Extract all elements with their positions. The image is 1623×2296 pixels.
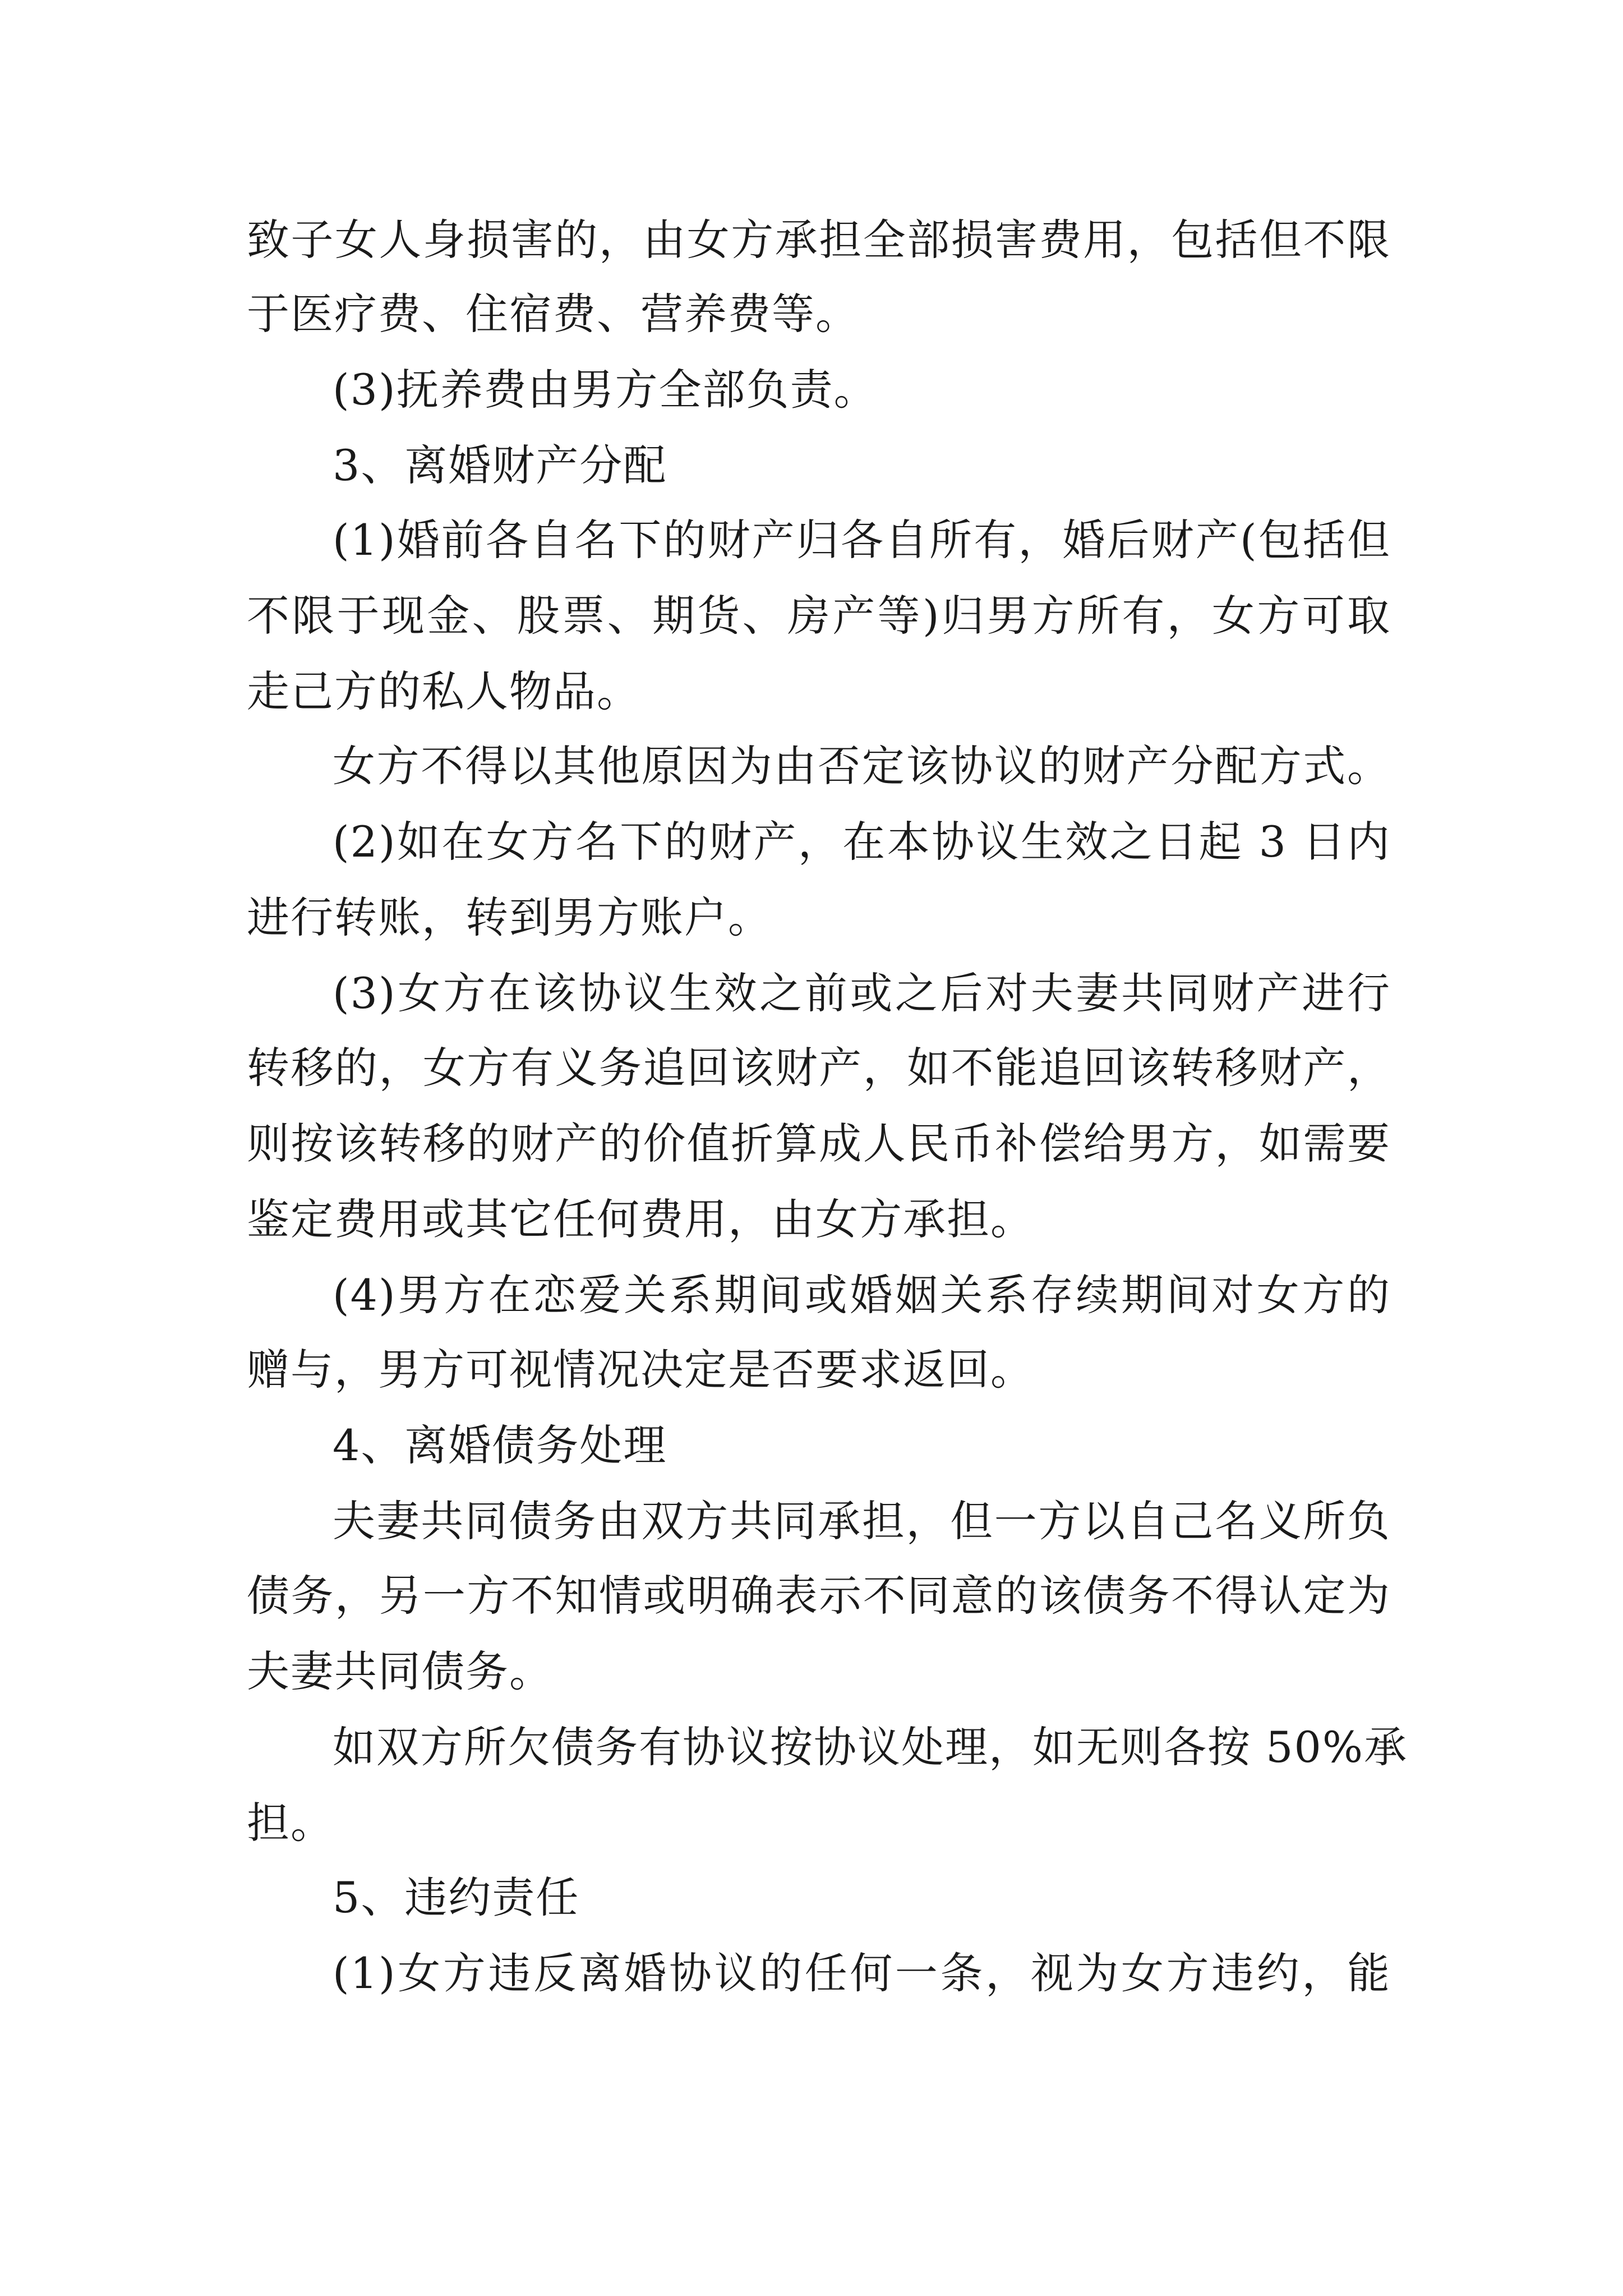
paragraph-line: 赠与，男方可视情况决定是否要求返回。 [247,1345,1034,1395]
paragraph-line: 于医疗费、住宿费、营养费等。 [247,289,859,339]
paragraph-line: (4)男方在恋爱关系期间或婚姻关系存续期间对女方的 [333,1270,1391,1320]
paragraph-line: 债务，另一方不知情或明确表示不同意的该债务不得认定为 [247,1571,1391,1621]
paragraph-line: 则按该转移的财产的价值折算成人民币补偿给男方，如需要 [247,1119,1391,1168]
paragraph-line: (1)女方违反离婚协议的任何一条，视为女方违约，能 [333,1948,1391,1998]
section-heading: 5、违约责任 [333,1872,580,1922]
paragraph-line: (1)婚前各自名下的财产归各自所有，婚后财产(包括但 [333,515,1391,565]
paragraph-line: 不限于现金、股票、期货、房产等)归男方所有，女方可取 [247,591,1391,641]
paragraph-line: 致子女人身损害的，由女方承担全部损害费用，包括但不限 [247,215,1391,265]
section-heading: 3、离婚财产分配 [333,440,667,490]
paragraph-line: 担。 [247,1798,334,1848]
paragraph-line: 转移的，女方有义务追回该财产，如不能追回该转移财产， [247,1043,1391,1093]
paragraph-line: 鉴定费用或其它任何费用，由女方承担。 [247,1194,1034,1244]
section-heading: 4、离婚债务处理 [333,1420,667,1470]
paragraph-line: (3)女方在该协议生效之前或之后对夫妻共同财产进行 [333,968,1391,1018]
paragraph-line: 夫妻共同债务由双方共同承担，但一方以自己名义所负 [333,1496,1391,1546]
paragraph-line: (2)如在女方名下的财产，在本协议生效之日起 3 日内 [333,817,1391,867]
paragraph-line: 夫妻共同债务。 [247,1646,553,1696]
paragraph-line: 女方不得以其他原因为由否定该协议的财产分配方式。 [333,741,1391,791]
paragraph-line: 进行转账，转到男方账户。 [247,892,772,942]
paragraph-line: 走己方的私人物品。 [247,666,640,716]
paragraph-line: (3)抚养费由男方全部负责。 [333,365,878,415]
paragraph-line: 如双方所欠债务有协议按协议处理，如无则各按 50%承 [333,1722,1408,1772]
